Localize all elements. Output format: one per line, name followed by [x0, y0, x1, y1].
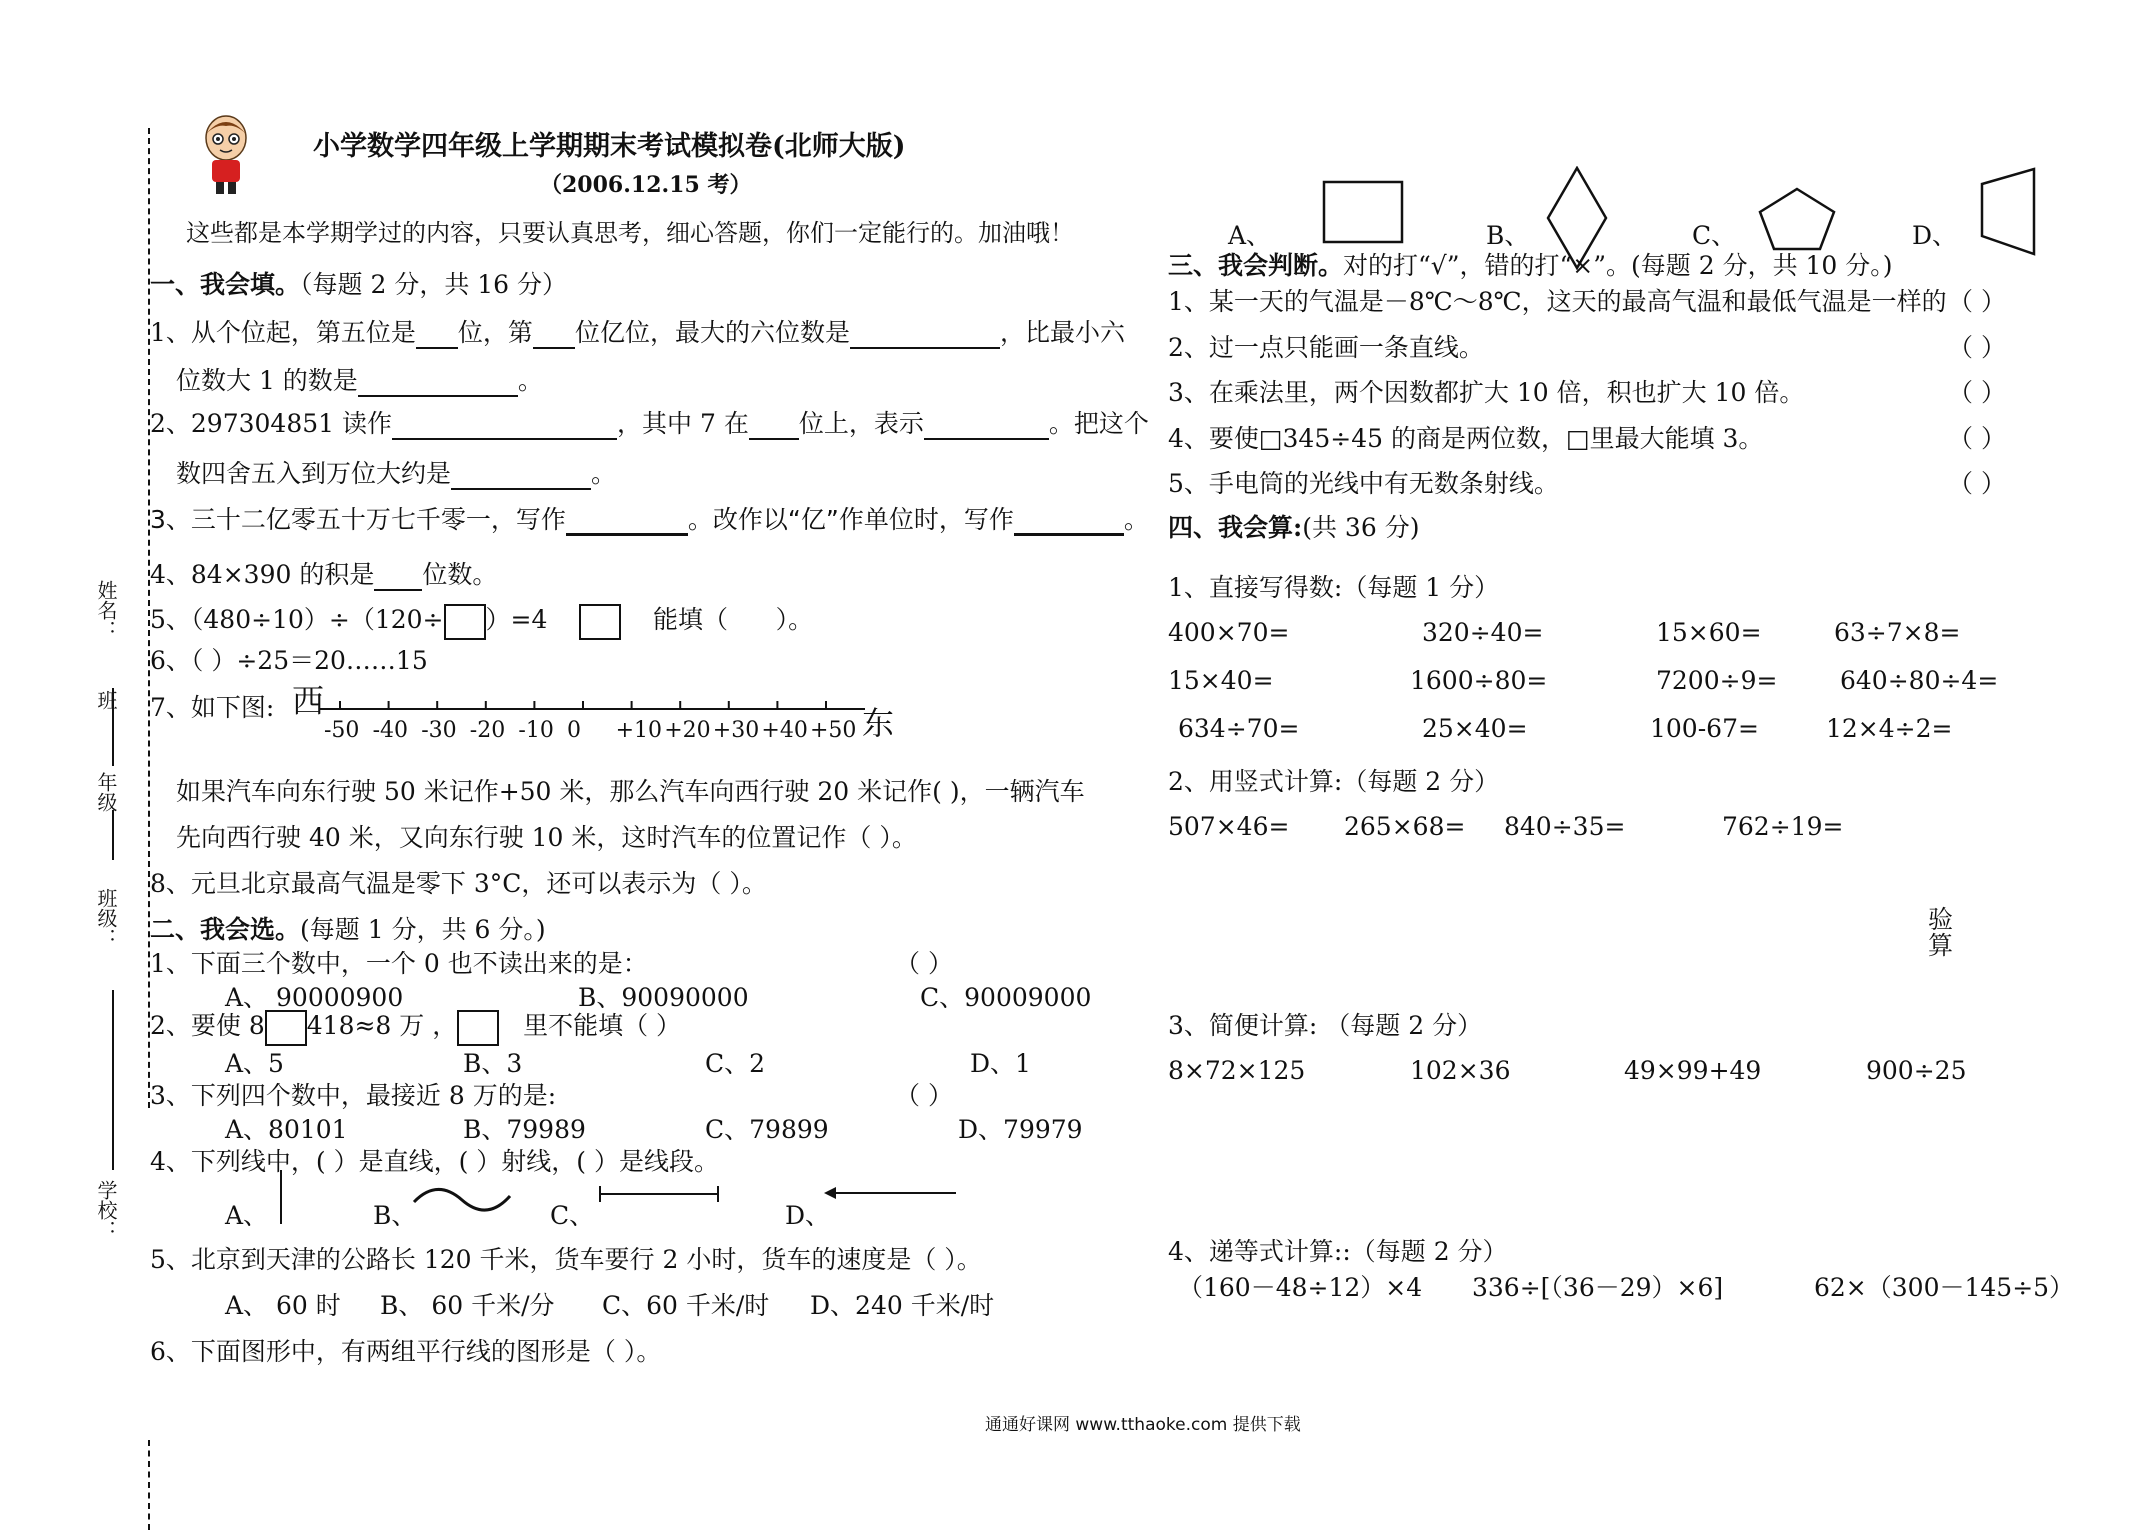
s2-q1-opt-b[interactable]: B、90090000 — [578, 983, 749, 1012]
s1-q3-text-c: 。 — [1123, 505, 1149, 534]
s1-q2-text-b: ，其中 7 在 — [617, 409, 749, 438]
segment-line-icon[interactable] — [598, 1184, 722, 1204]
shape-label-b: B、 — [1486, 221, 1530, 250]
s2-q4: 4、下列线中，( ）是直线，( ）射线，( ）是线段。 — [150, 1147, 720, 1176]
section1-heading-line — [150, 265, 567, 301]
s1-q1-line1 — [150, 313, 1125, 349]
s1-q1-text-c: 位亿位，最大的六位数是 — [574, 318, 850, 347]
vertical-line-icon[interactable] — [276, 1168, 286, 1226]
s2-q4-label-c: C、 — [550, 1201, 595, 1230]
s1-q8: 8、元旦北京最高气温是零下 3°C，还可以表示为（ ）。 — [150, 869, 767, 898]
s2-q2-text-a: 2、要使 8 — [150, 1011, 265, 1040]
s4-r2-2: 7200÷9= — [1656, 666, 1778, 695]
s1-q2-line1 — [150, 404, 1149, 440]
s4-r6-0: （160－48÷12）×4 — [1178, 1273, 1423, 1302]
s1-q3-line — [150, 500, 1149, 536]
s2-q2-opt-c[interactable]: C、2 — [705, 1049, 766, 1078]
binding-line-lower — [148, 1440, 150, 1530]
s1-q1-text-f: 。 — [517, 366, 543, 395]
judgement-item: 4、要使□345÷45 的商是两位数，□里最大能填 3。 — [1168, 423, 1764, 453]
grade-blank — [112, 810, 114, 860]
s1-q1-blank4[interactable] — [358, 369, 518, 397]
s4-part1: 1、直接写得数:（每题 1 分） — [1168, 573, 1500, 602]
s1-q3-blank2[interactable] — [1014, 507, 1124, 536]
s1-q2-text-a: 2、297304851 读作 — [150, 409, 393, 438]
s4-r5-1: 102×36 — [1410, 1056, 1511, 1085]
s4-r5-2: 49×99+49 — [1624, 1056, 1762, 1085]
west-label: 西 — [292, 682, 325, 720]
s1-q4-line — [150, 555, 497, 591]
s2-q5-opt-b[interactable]: B、 60 千米/分 — [380, 1291, 555, 1320]
s1-q4-text-a: 4、84×390 的积是 — [150, 560, 375, 589]
s1-q4-blank[interactable] — [374, 563, 422, 591]
s2-q3-opt-b[interactable]: B、79989 — [463, 1115, 586, 1144]
s4-r3-3: 12×4÷2= — [1826, 714, 1953, 743]
s4-r2-0: 15×40= — [1168, 666, 1274, 695]
number-line-tick-label: +30 — [712, 718, 760, 743]
judgement-item: 1、某一天的气温是－8℃～8℃，这天的最高气温和最低气温是一样的 — [1168, 287, 1947, 316]
s2-q2-text-c: 里不能填（ ） — [523, 1011, 682, 1040]
ban-blank — [112, 688, 114, 766]
section4-heading: 四、我会算: — [1168, 513, 1303, 542]
s2-q3: 3、下列四个数中，最接近 8 万的是: — [150, 1081, 557, 1110]
s1-q5-box2[interactable] — [579, 604, 621, 640]
s2-q5-opt-c[interactable]: C、60 千米/时 — [602, 1291, 770, 1320]
s1-q1-text-d: ，比最小六 — [999, 318, 1125, 347]
s1-q2-text-e: 数四舍五入到万位大约是 — [176, 459, 452, 488]
s4-r4-3: 762÷19= — [1722, 812, 1844, 841]
curve-line-icon[interactable] — [412, 1182, 512, 1216]
class-label: 班级： — [94, 888, 118, 948]
s4-r5-3: 900÷25 — [1866, 1056, 1967, 1085]
s2-q2-box1[interactable] — [265, 1010, 307, 1046]
s4-r1-3: 63÷7×8= — [1834, 618, 1961, 647]
judgement-item: 5、手电筒的光线中有无数条射线。 — [1168, 469, 1559, 498]
section1-score: （每题 2 分，共 16 分） — [300, 270, 568, 299]
s2-q3-opt-d[interactable]: D、79979 — [958, 1115, 1083, 1144]
s4-r6-1: 336÷[（36－29）×6] — [1472, 1273, 1724, 1302]
section3-instructions: 对的打“√”，错的打“×”。(每题 2 分，共 10 分。) — [1343, 251, 1893, 280]
s4-r4-2: 840÷35= — [1504, 812, 1626, 841]
s4-r6-2: 62×（300－145÷5） — [1814, 1273, 2075, 1302]
s1-q5-line — [150, 600, 813, 640]
judgement-answer-paren[interactable]: （ ） — [1948, 332, 2006, 362]
s2-q1-paren: （ ） — [895, 949, 953, 978]
number-line-tick-label: -10 — [518, 718, 554, 743]
trapezoid-shape-icon[interactable] — [1978, 166, 2038, 258]
s4-r2-1: 1600÷80= — [1410, 666, 1548, 695]
s2-q2-opt-a[interactable]: A、5 — [225, 1049, 284, 1078]
judgement-item: 2、过一点只能画一条直线。 — [1168, 332, 1484, 362]
s4-r5-0: 8×72×125 — [1168, 1056, 1306, 1085]
s2-q2-text-b: 418≈8 万 ， — [306, 1011, 458, 1040]
page-title: 小学数学四年级上学期期末考试模拟卷(北师大版) — [313, 131, 906, 162]
footer-credit: 通通好课网 www.tthaoke.com 提供下载 — [985, 1415, 1301, 1435]
section3-heading-line — [1168, 246, 1893, 282]
s2-q5-opt-a[interactable]: A、 60 时 — [225, 1291, 341, 1320]
s1-q1-blank1[interactable] — [416, 321, 458, 349]
s1-q2-blank4[interactable] — [451, 462, 591, 490]
s2-q2-box2[interactable] — [457, 1010, 499, 1046]
s2-q2-opt-d[interactable]: D、1 — [970, 1049, 1031, 1078]
s2-q4-label-d: D、 — [785, 1201, 831, 1230]
ray-line-icon[interactable] — [822, 1182, 958, 1204]
number-line-tick-label: +50 — [810, 718, 857, 743]
s1-q2-text-f: 。 — [591, 459, 617, 488]
s1-q5-text-c: 能填（ — [652, 605, 728, 634]
section2-heading: 二、我会选。 — [150, 915, 301, 944]
s4-part2: 2、用竖式计算:（每题 2 分） — [1168, 767, 1500, 796]
judgement-answer-paren[interactable]: （ ） — [1948, 287, 2006, 316]
boy-mascot-icon — [196, 112, 256, 196]
shape-label-d: D、 — [1912, 221, 1958, 250]
s1-q1-text-e: 位数大 1 的数是 — [176, 366, 358, 395]
s1-q2-text-d: 。把这个 — [1048, 409, 1149, 438]
verify-label-1: 验 — [1928, 905, 1954, 934]
section2-heading-line — [150, 910, 546, 946]
s1-q1-blank3[interactable] — [850, 321, 1000, 349]
number-line-tick-label: -50 — [324, 718, 360, 743]
s1-q5-text-b: ）=4 — [485, 605, 548, 634]
number-line-tick-label: -30 — [421, 718, 457, 743]
s1-q7-label: 7、如下图: — [150, 693, 275, 722]
section2-score: (每题 1 分，共 6 分。) — [300, 915, 546, 944]
section4-score: (共 36 分) — [1302, 513, 1420, 542]
s1-q5-text-d: ）。 — [775, 605, 814, 634]
s1-q2-blank2[interactable] — [749, 412, 799, 440]
s1-q4-text-b: 位数。 — [422, 560, 498, 589]
s4-r3-1: 25×40= — [1422, 714, 1528, 743]
s1-q3-text-a: 3、三十二亿零五十万七千零一，写作 — [150, 505, 566, 534]
s4-r4-0: 507×46= — [1168, 812, 1290, 841]
grade-label: 年级 — [94, 772, 118, 812]
section1-heading: 一、我会填。 — [150, 270, 301, 299]
s2-q5-opt-d[interactable]: D、240 千米/时 — [810, 1291, 995, 1320]
s1-q7-text-b: 如果汽车向东行驶 50 米记作+50 米，那么汽车向西行驶 20 米记作( )，一辆汽车 — [176, 777, 1085, 806]
judgement-answer-paren[interactable]: （ ） — [1948, 378, 2006, 407]
s1-q7-text-c: 先向西行驶 40 米，又向东行驶 10 米，这时汽车的位置记作（ ）。 — [176, 823, 917, 852]
judgement-answer-paren[interactable]: （ ） — [1948, 469, 2006, 498]
s1-q5-box1[interactable] — [444, 604, 486, 640]
s4-part4: 4、递等式计算::（每题 2 分） — [1168, 1237, 1508, 1266]
s1-q1-blank2[interactable] — [533, 321, 575, 349]
s2-q2-line — [150, 1006, 681, 1046]
judgement-answer-paren[interactable]: （ ） — [1948, 423, 2006, 453]
section3-heading: 三、我会判断。 — [1168, 251, 1344, 280]
s1-q6: 6、（ ）÷25＝20……15 — [150, 646, 428, 675]
number-line-tick-label: 0 — [567, 718, 581, 743]
number-line-tick-label: -40 — [372, 718, 409, 743]
s1-q1-line2 — [176, 361, 543, 397]
s1-q1-text-b: 位，第 — [457, 318, 533, 347]
intro-text: 这些都是本学期学过的内容，只要认真思考，细心答题，你们一定能行的。加油哦！ — [186, 219, 1074, 247]
s1-q2-text-c: 位上，表示 — [798, 409, 924, 438]
s4-r1-2: 15×60= — [1656, 618, 1762, 647]
pentagon-shape-icon[interactable] — [1756, 186, 1838, 252]
s2-q3-paren: （ ） — [895, 1081, 953, 1110]
exam-date: （2006.12.15 考） — [540, 172, 752, 198]
s1-q3-text-b: 。改作以“亿”作单位时，写作 — [687, 505, 1014, 534]
section4-heading-line — [1168, 508, 1419, 544]
s1-q2-blank1[interactable] — [392, 412, 617, 440]
number-line-tick-label: +10 — [615, 718, 663, 743]
shape-label-a: A、 — [1228, 221, 1272, 250]
s2-q6: 6、下面图形中，有两组平行线的图形是（ ）。 — [150, 1337, 662, 1366]
s2-q3-opt-c[interactable]: C、79899 — [705, 1115, 829, 1144]
s1-q3-blank1[interactable] — [566, 507, 688, 536]
s2-q4-label-a: A、 — [225, 1201, 269, 1230]
verify-label-2: 算 — [1928, 931, 1954, 960]
name-label: 姓名： — [94, 580, 118, 640]
ban-label: 班 — [94, 690, 118, 710]
rectangle-shape-icon[interactable] — [1322, 180, 1408, 246]
s4-r2-3: 640÷80÷4= — [1840, 666, 1999, 695]
s2-q4-label-b: B、 — [373, 1201, 417, 1230]
s2-q3-opt-a[interactable]: A、80101 — [225, 1115, 348, 1144]
s1-q2-blank3[interactable] — [924, 412, 1049, 440]
s2-q2-opt-b[interactable]: B、3 — [463, 1049, 523, 1078]
s2-q1-opt-a[interactable]: A、 90000900 — [225, 983, 404, 1012]
s2-q1-opt-c[interactable]: C、90009000 — [920, 983, 1092, 1012]
number-line-tick-label: -20 — [469, 718, 506, 743]
s1-q5-text-a: 5、（480÷10）÷（120÷ — [150, 605, 444, 634]
s4-r4-1: 265×68= — [1344, 812, 1466, 841]
s2-q5: 5、北京到天津的公路长 120 千米，货车要行 2 小时，货车的速度是（ ）。 — [150, 1245, 982, 1274]
east-label: 东 — [862, 704, 895, 742]
school-label: 学校： — [94, 1180, 118, 1240]
s4-r3-2: 100-67= — [1650, 714, 1759, 743]
s1-q1-text-a: 1、从个位起，第五位是 — [150, 318, 416, 347]
class-blank — [112, 990, 114, 1170]
s4-r3-0: 634÷70= — [1178, 714, 1300, 743]
number-line-tick-label: +40 — [761, 718, 808, 743]
s4-r1-0: 400×70= — [1168, 618, 1290, 647]
s4-r1-1: 320÷40= — [1422, 618, 1544, 647]
number-line-tick-label: +20 — [664, 718, 711, 743]
s1-q2-line2 — [176, 454, 616, 490]
judgement-item: 3、在乘法里，两个因数都扩大 10 倍，积也扩大 10 倍。 — [1168, 378, 1805, 407]
s4-part3: 3、简便计算: （每题 2 分） — [1168, 1011, 1483, 1040]
s2-q1: 1、下面三个数中，一个 0 也不读出来的是： — [150, 949, 648, 978]
shape-label-c: C、 — [1692, 221, 1737, 250]
